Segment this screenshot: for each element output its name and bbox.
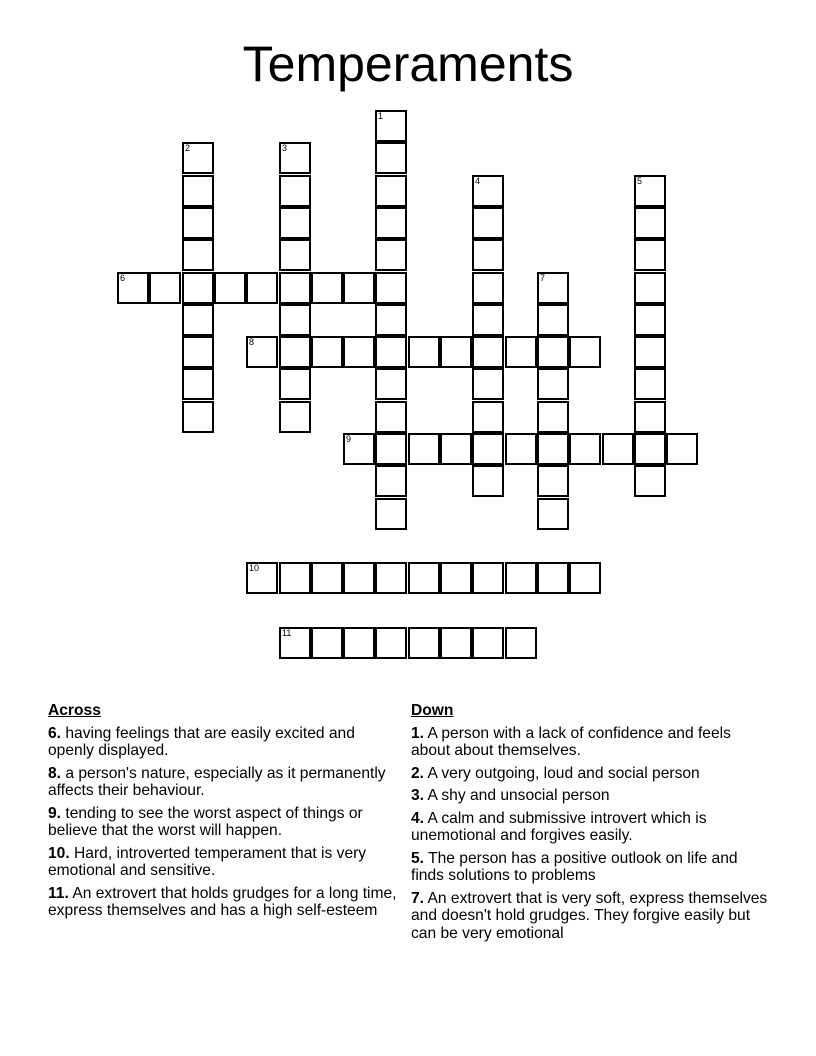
grid-cell[interactable] [408, 627, 440, 659]
cell-number: 3 [282, 143, 288, 153]
down-clues [411, 702, 771, 947]
grid-cell[interactable] [182, 239, 214, 271]
grid-cell[interactable] [279, 336, 311, 368]
grid-cell[interactable] [634, 207, 666, 239]
clue-number: 1. [411, 724, 425, 742]
clue-number: 4. [411, 809, 425, 827]
grid-cell[interactable] [375, 433, 407, 465]
cell-number: 4 [475, 176, 481, 186]
across-clue [48, 765, 398, 800]
grid-cell[interactable] [472, 368, 504, 400]
grid-cell[interactable] [279, 142, 311, 174]
grid-cell[interactable] [279, 304, 311, 336]
grid-cell[interactable] [472, 175, 504, 207]
grid-cell[interactable] [182, 272, 214, 304]
grid-cell[interactable] [279, 175, 311, 207]
down-heading: Down [411, 702, 454, 719]
grid-cell[interactable] [375, 368, 407, 400]
grid-cell[interactable] [311, 627, 343, 659]
grid-cell[interactable] [117, 272, 149, 304]
clue-text: A calm and submissive introvert which is unemotional and forgives easily. [411, 809, 707, 844]
grid-cell[interactable] [472, 401, 504, 433]
grid-cell[interactable] [440, 433, 472, 465]
grid-cell[interactable] [472, 304, 504, 336]
grid-cell[interactable] [440, 336, 472, 368]
clue-number: 3. [411, 787, 425, 804]
grid-cell[interactable] [182, 401, 214, 433]
across-clue [48, 805, 398, 840]
grid-cell[interactable] [279, 401, 311, 433]
clue-text: a person's nature, especially as it permanently affects their behaviour. [48, 764, 386, 799]
grid-cell[interactable] [634, 272, 666, 304]
grid-cell[interactable] [408, 336, 440, 368]
page-title: Temperaments [242, 36, 574, 92]
clue-text: A very outgoing, loud and social person [427, 764, 700, 782]
clue-number: 8. [48, 764, 62, 782]
down-clue [411, 787, 771, 805]
grid-cell[interactable] [537, 368, 569, 400]
grid-cell[interactable] [246, 562, 278, 594]
grid-cell[interactable] [182, 304, 214, 336]
grid-cell[interactable] [279, 562, 311, 594]
grid-cell[interactable] [537, 562, 569, 594]
grid-cell[interactable] [505, 627, 537, 659]
grid-cell[interactable] [537, 272, 569, 304]
cell-number: 6 [120, 273, 126, 283]
grid-cell[interactable] [375, 401, 407, 433]
cell-number: 11 [282, 628, 292, 638]
grid-cell[interactable] [472, 207, 504, 239]
cell-number: 1 [378, 111, 384, 121]
grid-cell[interactable] [279, 627, 311, 659]
grid-cell[interactable] [343, 336, 375, 368]
grid-cell[interactable] [375, 465, 407, 497]
clue-text: An extrovert that holds grudges for a long time, express themselves and has a high self-esteem [48, 884, 397, 919]
across-heading: Across [48, 702, 101, 719]
grid-cell[interactable] [634, 175, 666, 207]
cell-number: 5 [637, 176, 643, 186]
grid-cell[interactable] [505, 562, 537, 594]
grid-cell[interactable] [182, 142, 214, 174]
grid-cell[interactable] [505, 336, 537, 368]
grid-cell[interactable] [311, 272, 343, 304]
down-clue [411, 850, 771, 885]
grid-cell[interactable] [537, 336, 569, 368]
clue-number: 11. [48, 884, 69, 902]
down-clue [411, 890, 771, 943]
grid-cell[interactable] [537, 401, 569, 433]
grid-cell[interactable] [634, 304, 666, 336]
grid-cell[interactable] [343, 562, 375, 594]
grid-cell[interactable] [149, 272, 181, 304]
grid-cell[interactable] [537, 465, 569, 497]
grid-cell[interactable] [440, 627, 472, 659]
across-clue [48, 845, 398, 880]
grid-cell[interactable] [569, 433, 601, 465]
grid-cell[interactable] [602, 433, 634, 465]
grid-cell[interactable] [375, 207, 407, 239]
grid-cell[interactable] [569, 562, 601, 594]
grid-cell[interactable] [279, 272, 311, 304]
grid-cell[interactable] [375, 142, 407, 174]
grid-cell[interactable] [666, 433, 698, 465]
grid-cell[interactable] [569, 336, 601, 368]
clue-number: 10. [48, 844, 70, 862]
grid-cell[interactable] [472, 272, 504, 304]
grid-cell[interactable] [634, 239, 666, 271]
grid-cell[interactable] [279, 368, 311, 400]
grid-cell[interactable] [505, 433, 537, 465]
across-clue [48, 725, 398, 760]
grid-cell[interactable] [472, 627, 504, 659]
clue-text: A shy and unsocial person [427, 787, 610, 804]
grid-cell[interactable] [375, 336, 407, 368]
grid-cell[interactable] [343, 272, 375, 304]
clue-text: Hard, introverted temperament that is very emotional and sensitive. [48, 844, 367, 879]
grid-cell[interactable] [375, 110, 407, 142]
across-clue [48, 885, 398, 920]
clue-text: A person with a lack of confidence and feels about about themselves. [411, 724, 731, 759]
grid-cell[interactable] [472, 336, 504, 368]
clue-number: 2. [411, 764, 425, 782]
clue-number: 9. [48, 804, 62, 822]
grid-cell[interactable] [472, 562, 504, 594]
cell-number: 10 [249, 563, 260, 573]
grid-cell[interactable] [634, 368, 666, 400]
down-clue [411, 810, 771, 845]
grid-cell[interactable] [182, 336, 214, 368]
cell-number: 2 [185, 143, 191, 153]
grid-cell[interactable] [408, 562, 440, 594]
grid-cell[interactable] [537, 498, 569, 530]
clue-text: An extrovert that is very soft, express themselves and doesn't hold grudges. They forgive easily but can be very emotional [411, 889, 768, 942]
grid-cell[interactable] [634, 465, 666, 497]
down-clue [411, 765, 771, 783]
grid-cell[interactable] [246, 272, 278, 304]
clue-number: 7. [411, 889, 425, 907]
grid-cell[interactable] [343, 627, 375, 659]
grid-cell[interactable] [472, 465, 504, 497]
clue-number: 6. [48, 724, 62, 742]
grid-cell[interactable] [634, 433, 666, 465]
grid-cell[interactable] [472, 433, 504, 465]
grid-cell[interactable] [440, 562, 472, 594]
clue-number: 5. [411, 849, 425, 867]
grid-cell[interactable] [214, 272, 246, 304]
grid-cell[interactable] [634, 401, 666, 433]
grid-cell[interactable] [408, 433, 440, 465]
grid-cell[interactable] [279, 207, 311, 239]
grid-cell[interactable] [537, 304, 569, 336]
clue-text: having feelings that are easily excited and openly displayed. [48, 724, 355, 759]
grid-cell[interactable] [279, 239, 311, 271]
grid-cell[interactable] [182, 368, 214, 400]
grid-cell[interactable] [634, 336, 666, 368]
grid-cell[interactable] [311, 562, 343, 594]
grid-cell[interactable] [375, 304, 407, 336]
grid-cell[interactable] [375, 175, 407, 207]
across-clues [48, 702, 398, 925]
grid-cell[interactable] [182, 207, 214, 239]
grid-cell[interactable] [375, 627, 407, 659]
cell-number: 7 [540, 273, 546, 283]
cell-number: 8 [249, 337, 255, 347]
grid-cell[interactable] [375, 272, 407, 304]
clue-text: The person has a positive outlook on life and finds solutions to problems [411, 849, 738, 884]
grid-cell[interactable] [375, 239, 407, 271]
grid-cell[interactable] [343, 433, 375, 465]
grid-cell[interactable] [472, 239, 504, 271]
grid-cell[interactable] [182, 175, 214, 207]
grid-cell[interactable] [537, 433, 569, 465]
cell-number: 9 [346, 434, 352, 444]
clue-text: tending to see the worst aspect of things or believe that the worst will happen. [48, 804, 363, 839]
grid-cell[interactable] [311, 336, 343, 368]
grid-cell[interactable] [375, 562, 407, 594]
grid-cell[interactable] [375, 498, 407, 530]
down-clue [411, 725, 771, 760]
grid-cell[interactable] [246, 336, 278, 368]
